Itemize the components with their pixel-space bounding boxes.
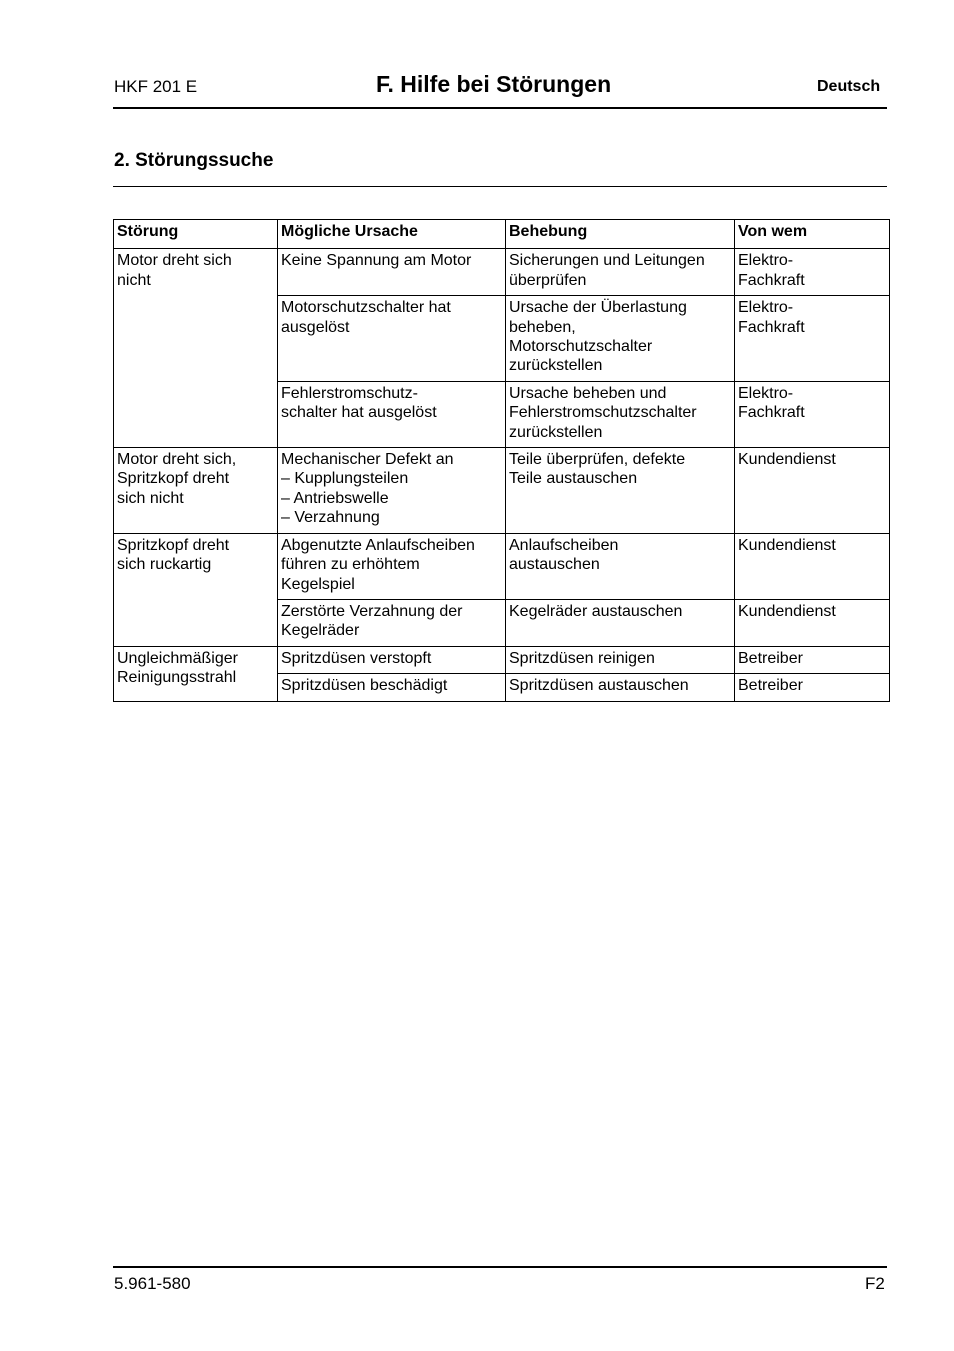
cause-cell: Keine Spannung am Motor (278, 249, 506, 296)
table-row (114, 533, 890, 599)
footer-page-number: F2 (865, 1274, 885, 1293)
column-header-cause: Mögliche Ursache (278, 220, 506, 249)
fault-cell: Spritzkopf dreht sich ruckartig (114, 533, 278, 646)
table-row (114, 249, 890, 296)
cause-cell: Spritzdüsen verstopft (278, 646, 506, 673)
fault-cell: Motor dreht sich, Spritzkopf dreht sich nicht (114, 448, 278, 534)
troubleshooting-table (113, 219, 890, 702)
responsible-cell: Elektro- Fachkraft (735, 381, 890, 447)
remedy-cell: Teile überprüfen, defekte Teile austauschen (506, 448, 735, 534)
responsible-cell: Betreiber (735, 674, 890, 701)
table-row (114, 646, 890, 673)
section-rule (113, 186, 887, 187)
page-title: F. Hilfe bei Störungen (376, 71, 612, 97)
responsible-cell: Kundendienst (735, 599, 890, 646)
cause-cell: Motorschutzschalter hat ausgelöst (278, 296, 506, 382)
footer-doc-number: 5.961-580 (114, 1274, 191, 1293)
fault-cell: Motor dreht sich nicht (114, 249, 278, 448)
remedy-cell: Spritzdüsen austauschen (506, 674, 735, 701)
header-rule (113, 107, 887, 109)
column-header-fault: Störung (114, 220, 278, 249)
remedy-cell: Anlaufscheiben austauschen (506, 533, 735, 599)
table-row (114, 448, 890, 534)
responsible-cell: Elektro- Fachkraft (735, 249, 890, 296)
column-header-remedy: Behebung (506, 220, 735, 249)
cause-cell: Fehlerstromschutz- schalter hat ausgelöst (278, 381, 506, 447)
header-language: Deutsch (817, 78, 881, 95)
cause-cell: Zerstörte Verzahnung der Kegelräder (278, 599, 506, 646)
cause-cell: Spritzdüsen beschädigt (278, 674, 506, 701)
header-model: HKF 201 E (114, 77, 198, 96)
cause-cell: Mechanischer Defekt an – Kupplungsteilen – Antriebswelle – Verzahnung (278, 448, 506, 534)
footer-rule (113, 1266, 887, 1268)
fault-cell: Ungleichmäßiger Reinigungsstrahl (114, 646, 278, 701)
responsible-cell: Kundendienst (735, 448, 890, 534)
responsible-cell: Kundendienst (735, 533, 890, 599)
section-heading: 2. Störungssuche (114, 150, 274, 171)
cause-cell: Abgenutzte Anlaufscheiben führen zu erhöhtem Kegelspiel (278, 533, 506, 599)
responsible-cell: Betreiber (735, 646, 890, 673)
table-header-row (114, 220, 890, 249)
remedy-cell: Ursache beheben und Fehlerstromschutzschalter zurückstellen (506, 381, 735, 447)
remedy-cell: Ursache der Überlastung beheben, Motorschutzschalter zurückstellen (506, 296, 735, 382)
column-header-responsible: Von wem (735, 220, 890, 249)
remedy-cell: Sicherungen und Leitungen überprüfen (506, 249, 735, 296)
responsible-cell: Elektro- Fachkraft (735, 296, 890, 382)
remedy-cell: Kegelräder austauschen (506, 599, 735, 646)
remedy-cell: Spritzdüsen reinigen (506, 646, 735, 673)
